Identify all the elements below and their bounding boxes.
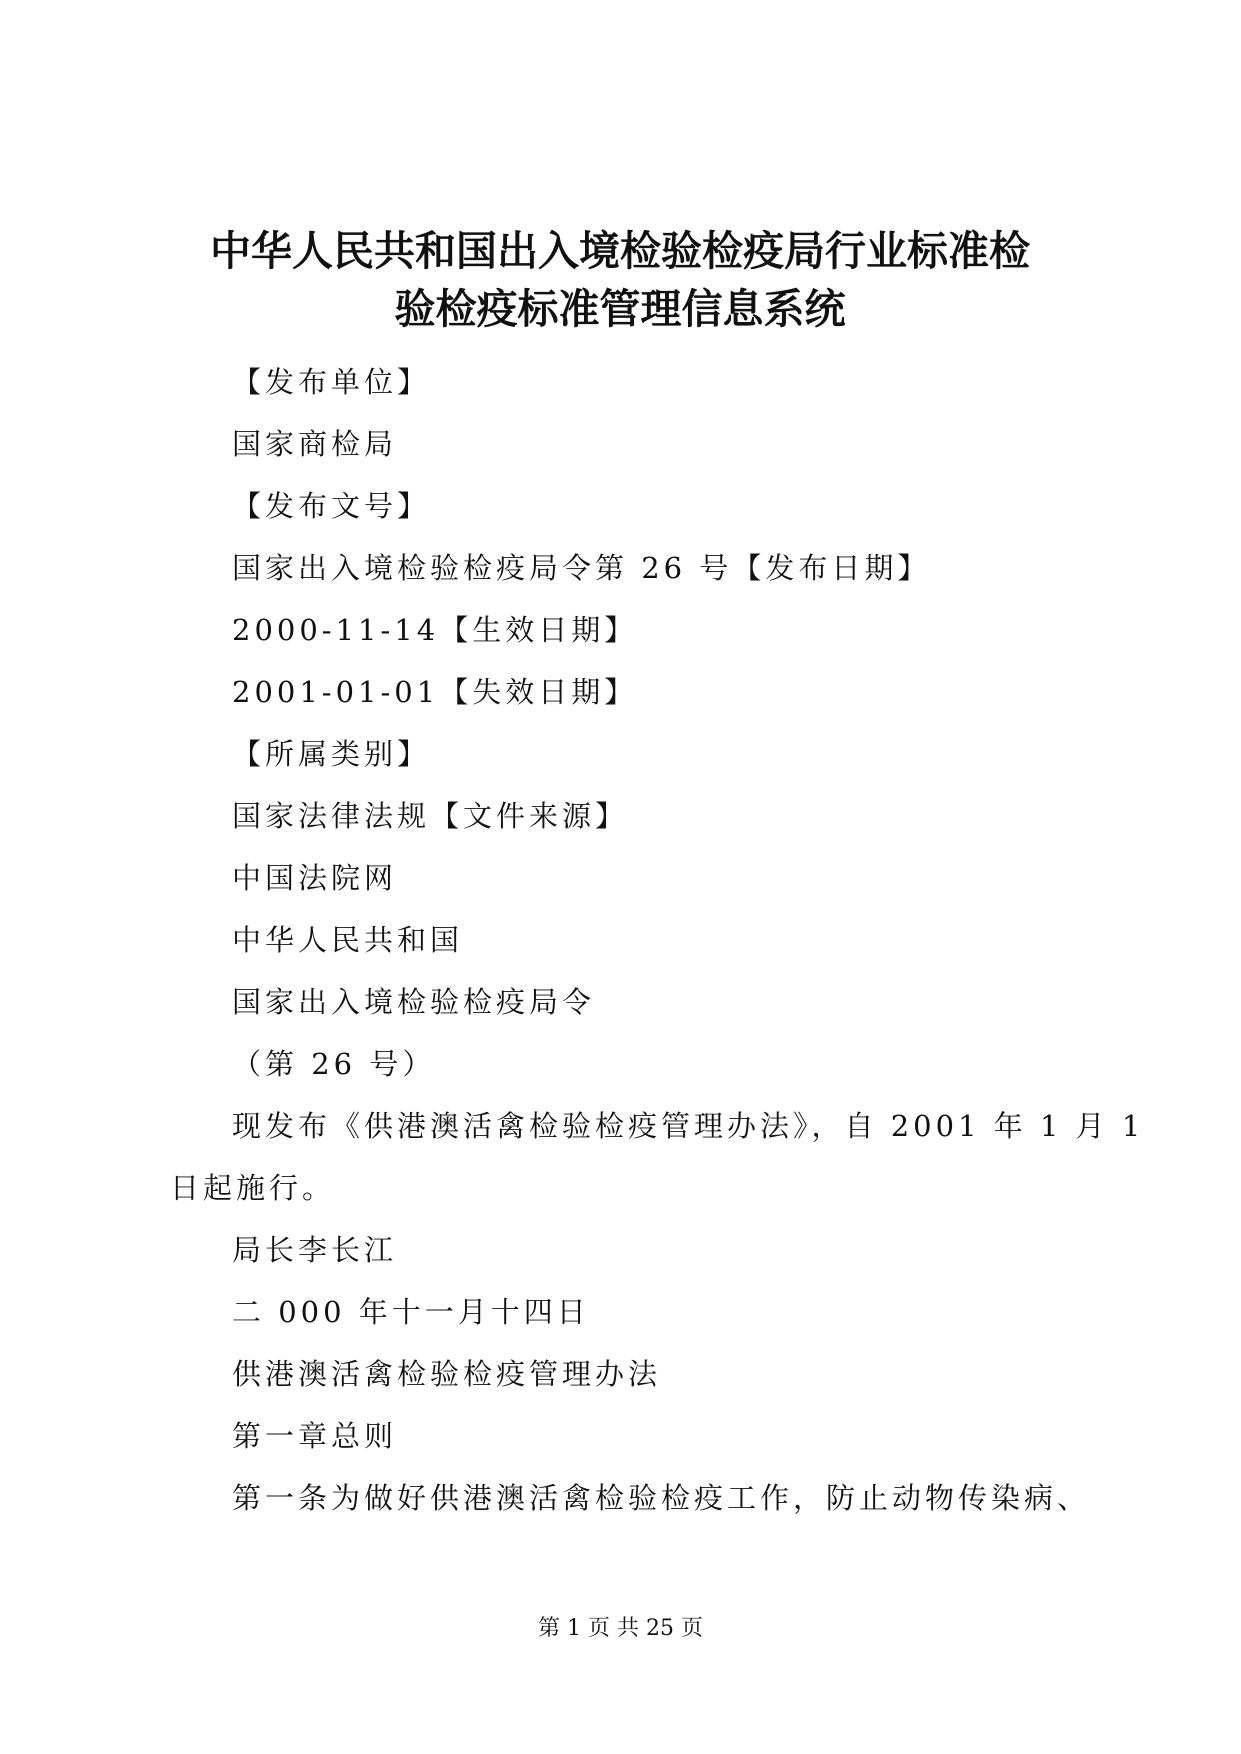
page-number-footer: 第 1 页 共 25 页 xyxy=(538,1616,703,1641)
title-line: 验检疫标准管理信息系统 xyxy=(394,285,846,333)
body-line: 中华人民共和国 xyxy=(232,923,464,957)
body-line: 现发布《供港澳活禽检验检疫管理办法》，自 2001 年 1 月 1 xyxy=(232,1109,1145,1143)
issuer-value: 国家商检局 xyxy=(232,427,398,461)
chapter-heading: 第一章总则 xyxy=(232,1419,398,1453)
issue-date-value: 2000-11-14【生效日期】 xyxy=(232,613,638,647)
section-heading-category: 【所属类别】 xyxy=(232,737,431,771)
section-heading-issuer: 【发布单位】 xyxy=(232,365,431,399)
article-line: 第一条为做好供港澳活禽检验检疫工作，防止动物传染病、 xyxy=(232,1481,1091,1515)
signatory-line: 局长李长江 xyxy=(232,1233,398,1267)
title-line: 中华人民共和国出入境检验检疫局行业标准检 xyxy=(210,227,1030,275)
body-line: 日起施行。 xyxy=(170,1171,336,1205)
body-line: （第 26 号） xyxy=(232,1047,436,1081)
category-value: 国家法律法规【文件来源】 xyxy=(232,799,629,833)
source-value: 中国法院网 xyxy=(232,861,398,895)
doc-number-value: 国家出入境检验检疫局令第 26 号【发布日期】 xyxy=(232,551,931,585)
regulation-title-line: 供港澳活禽检验检疫管理办法 xyxy=(232,1357,662,1391)
section-heading-doc-number: 【发布文号】 xyxy=(232,489,431,523)
effective-date-value: 2001-01-01【失效日期】 xyxy=(232,675,638,709)
body-line: 国家出入境检验检疫局令 xyxy=(232,985,596,1019)
signing-date-line: 二 000 年十一月十四日 xyxy=(232,1295,590,1329)
